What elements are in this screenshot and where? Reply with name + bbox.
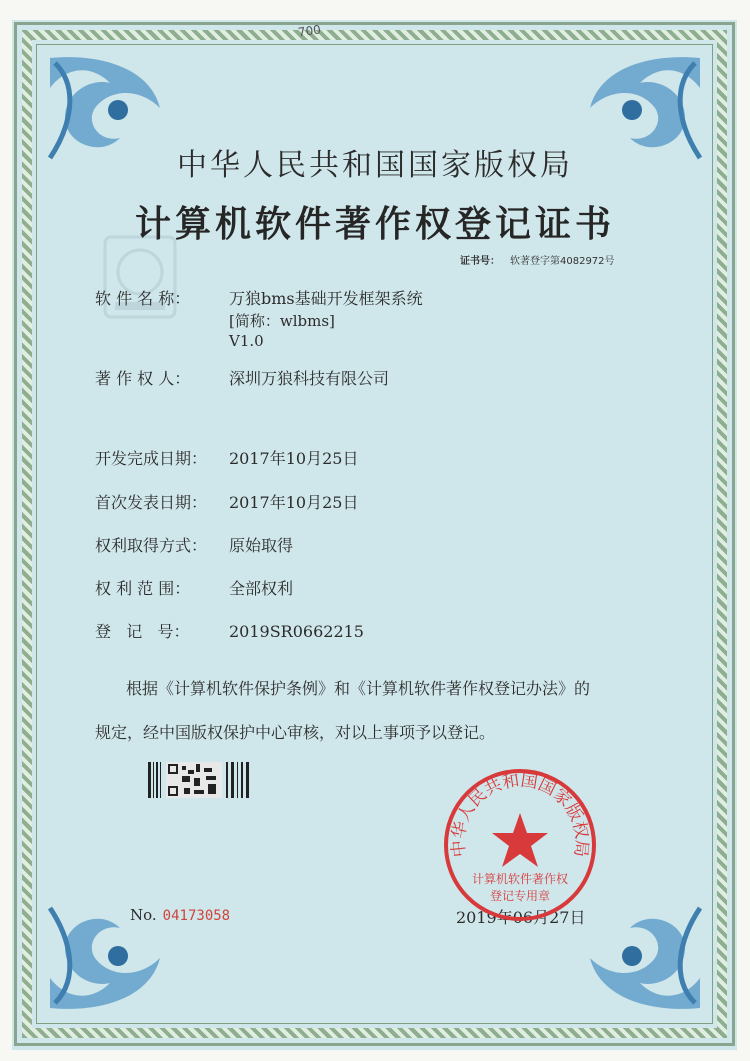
software-version: V1.0	[229, 332, 264, 350]
scope-value: 全部权利	[229, 579, 294, 598]
dev-date-value: 2017年10月25日	[229, 449, 359, 468]
dev-date-label: 开发完成日期：	[95, 449, 208, 468]
field-rights-scope	[95, 576, 293, 599]
software-short-name: [简称：wlbms]	[229, 312, 335, 330]
serial-number	[130, 906, 230, 924]
issue-date: 2019年06月27日	[456, 908, 586, 927]
field-acquire-method	[95, 533, 293, 556]
statement-line-2: 规定，经中国版权保护中心审核，对以上事项予以登记。	[95, 723, 496, 742]
field-pub-date	[95, 490, 358, 513]
cert-no-value: 软著登字第4082972号	[510, 256, 615, 267]
seal-line-1: 计算机软件著作权	[471, 872, 569, 886]
field-dev-date	[95, 446, 358, 469]
acquire-value: 原始取得	[229, 536, 294, 555]
issuing-authority: 中华人民共和国国家版权局	[177, 148, 573, 183]
pub-date-value: 2017年10月25日	[229, 493, 359, 512]
pub-date-label: 首次发表日期：	[95, 493, 208, 512]
certificate-number	[460, 252, 615, 267]
owner-value: 深圳万狼科技有限公司	[229, 369, 390, 388]
official-seal	[440, 765, 600, 925]
field-owner	[95, 366, 389, 389]
qr-barcode	[148, 762, 252, 798]
owner-label: 著 作 权 人：	[95, 369, 191, 388]
acquire-label: 权利取得方式：	[95, 536, 208, 555]
seal-arc-text: 中华人民共和国国家版权局	[448, 770, 592, 859]
serial-value: 04173058	[162, 908, 231, 924]
handwritten-annotation: 700	[297, 22, 322, 40]
statement-line-1: 根据《计算机软件保护条例》和《计算机软件著作权登记办法》的	[126, 679, 591, 698]
scope-label: 权 利 范 围：	[95, 579, 191, 598]
serial-label: No.	[130, 906, 157, 924]
cert-no-label: 证书号：	[460, 256, 500, 267]
software-name-label: 软 件 名 称：	[95, 289, 191, 308]
reg-label: 登 记 号：	[95, 622, 190, 641]
certificate-title: 计算机软件著作权登记证书	[134, 203, 615, 245]
software-name-value: 万狼bms基础开发框架系统	[229, 289, 423, 308]
field-registration-no	[95, 619, 364, 642]
seal-line-2: 登记专用章	[489, 889, 551, 903]
field-software-name	[95, 286, 423, 309]
reg-value: 2019SR0662215	[229, 622, 364, 641]
